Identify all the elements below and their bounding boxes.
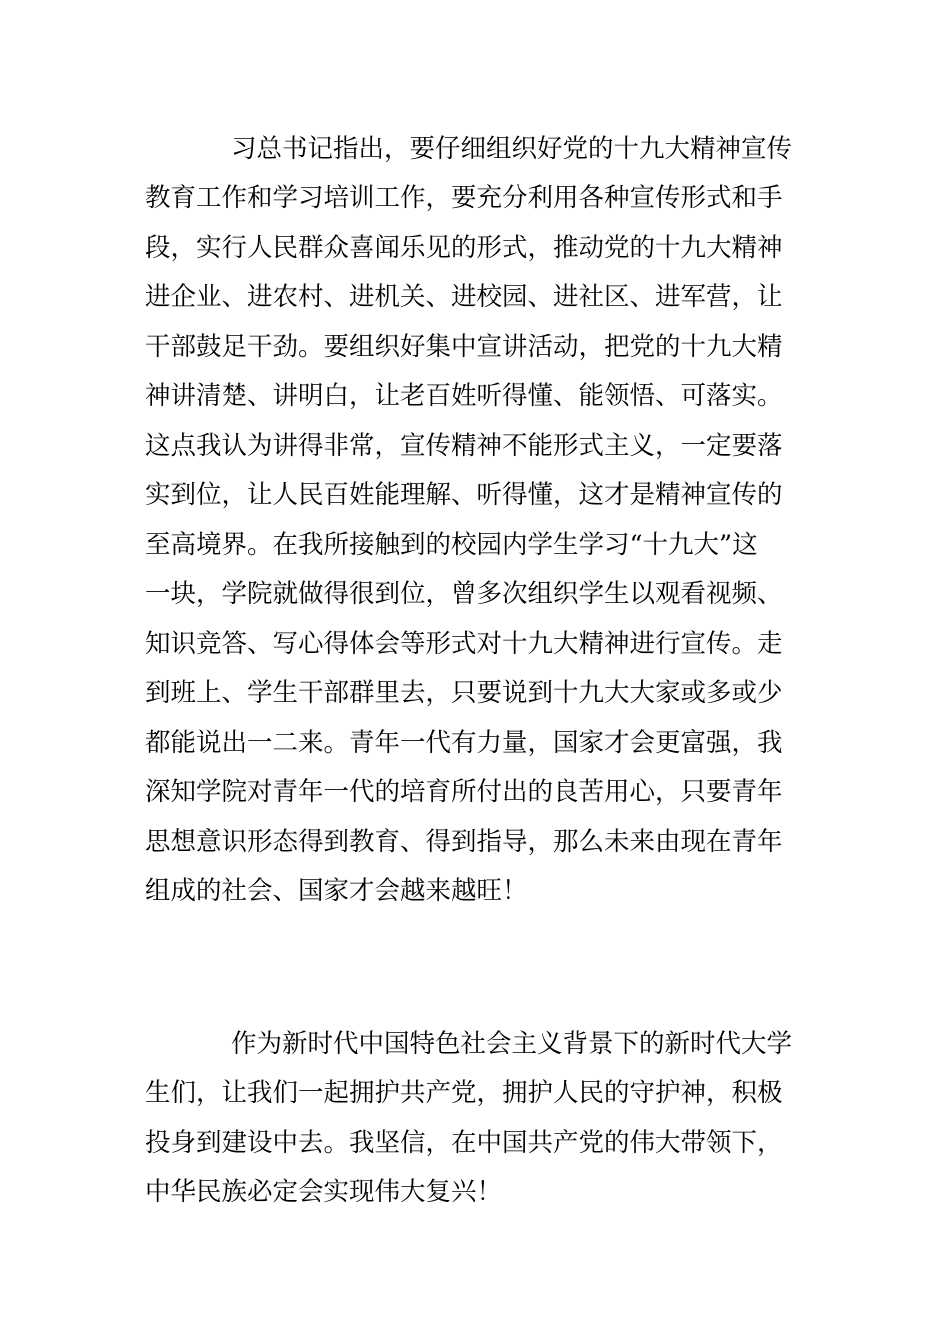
paragraph-line: 这点我认为讲得非常，宣传精神不能形式主义，一定要落 xyxy=(145,431,783,461)
paragraph-line: 到班上、学生干部群里去，只要说到十九大大家或多或少 xyxy=(145,678,783,708)
paragraph-line: 投身到建设中去。我坚信，在中国共产党的伟大带领下， xyxy=(145,1128,783,1158)
paragraph-line: 中华民族必定会实现伟大复兴！ xyxy=(145,1177,503,1207)
paragraph-line: 教育工作和学习培训工作，要充分利用各种宣传形式和手 xyxy=(145,183,783,213)
paragraph-line: 干部鼓足干劲。要组织好集中宣讲活动，把党的十九大精 xyxy=(145,332,783,362)
paragraph-line: 作为新时代中国特色社会主义背景下的新时代大学 xyxy=(231,1029,793,1059)
paragraph-line: 神讲清楚、讲明白，让老百姓听得懂、能领悟、可落实。 xyxy=(145,381,783,411)
paragraph-line: 实到位，让人民百姓能理解、听得懂，这才是精神宣传的 xyxy=(145,480,783,510)
paragraph-line: 都能说出一二来。青年一代有力量，国家才会更富强，我 xyxy=(145,728,783,758)
paragraph-line: 至高境界。在我所接触到的校园内学生学习“十九大”这 xyxy=(145,530,758,560)
paragraph-line: 一块，学院就做得很到位，曾多次组织学生以观看视频、 xyxy=(145,579,783,609)
paragraph-line: 段，实行人民群众喜闻乐见的形式，推动党的十九大精神 xyxy=(145,233,783,263)
paragraph-line: 思想意识形态得到教育、得到指导，那么未来由现在青年 xyxy=(145,827,783,857)
paragraph-line: 深知学院对青年一代的培育所付出的良苦用心，只要青年 xyxy=(145,777,783,807)
paragraph-line: 习总书记指出，要仔细组织好党的十九大精神宣传 xyxy=(231,134,793,164)
paragraph-line: 进企业、进农村、进机关、进校园、进社区、进军营，让 xyxy=(145,282,783,312)
paragraph-line: 生们，让我们一起拥护共产党，拥护人民的守护神，积极 xyxy=(145,1078,783,1108)
paragraph-line: 组成的社会、国家才会越来越旺！ xyxy=(145,876,528,906)
paragraph-line: 知识竞答、写心得体会等形式对十九大精神进行宣传。走 xyxy=(145,629,783,659)
